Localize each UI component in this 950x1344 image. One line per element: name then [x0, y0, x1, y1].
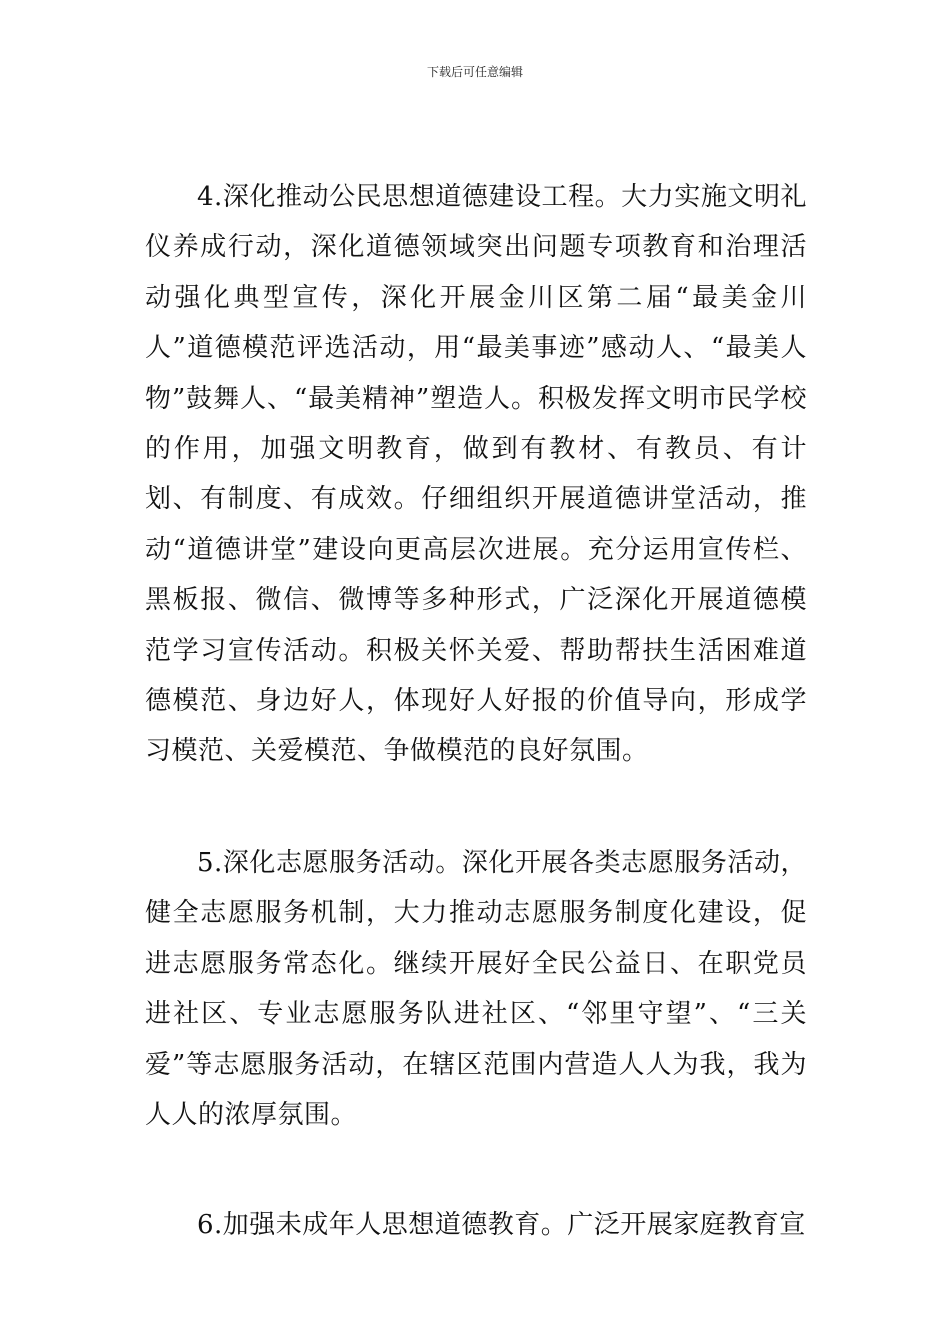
paragraph-item-5: 5.深化志愿服务活动。深化开展各类志愿服务活动，健全志愿服务机制，大力推动志愿服务制度化建设，促进志愿服务常态化。继续开展好全民公益日、在职党员进社区、专业志愿服务队进社区、“邻里守望”、“三关爱”等志愿服务活动，在辖区范围内营造人人为我，我为人人的浓厚氛围。 — [145, 847, 807, 1130]
page-header: 下载后可任意编辑 — [426, 65, 523, 79]
document-body — [145, 172, 807, 1251]
paragraph-item-4: 4.深化推动公民思想道德建设工程。大力实施文明礼仪养成行动，深化道德领域突出问题专项教育和治理活动强化典型宣传，深化开展金川区第二届“最美金川人”道德模范评选活动，用“最美事迹”感动人、“最美人物”鼓舞人、“最美精神”塑造人。积极发挥文明市民学校的作用，加强文明教育，做到有教材、有教员、有计划、有制度、有成效。仔细组织开展道德讲堂活动，推动“道德讲堂”建设向更高层次进展。充分运用宣传栏、黑板报、微信、微博等多种形式，广泛深化开展道德模范学习宣传活动。积极关怀关爱、帮助帮扶生活困难道德模范、身边好人，体现好人好报的价值导向，形成学习模范、关爱模范、争做模范的良好氛围。 — [145, 182, 807, 767]
paragraph-item-6: 6.加强未成年人思想道德教育。广泛开展家庭教育宣 — [197, 1210, 806, 1241]
